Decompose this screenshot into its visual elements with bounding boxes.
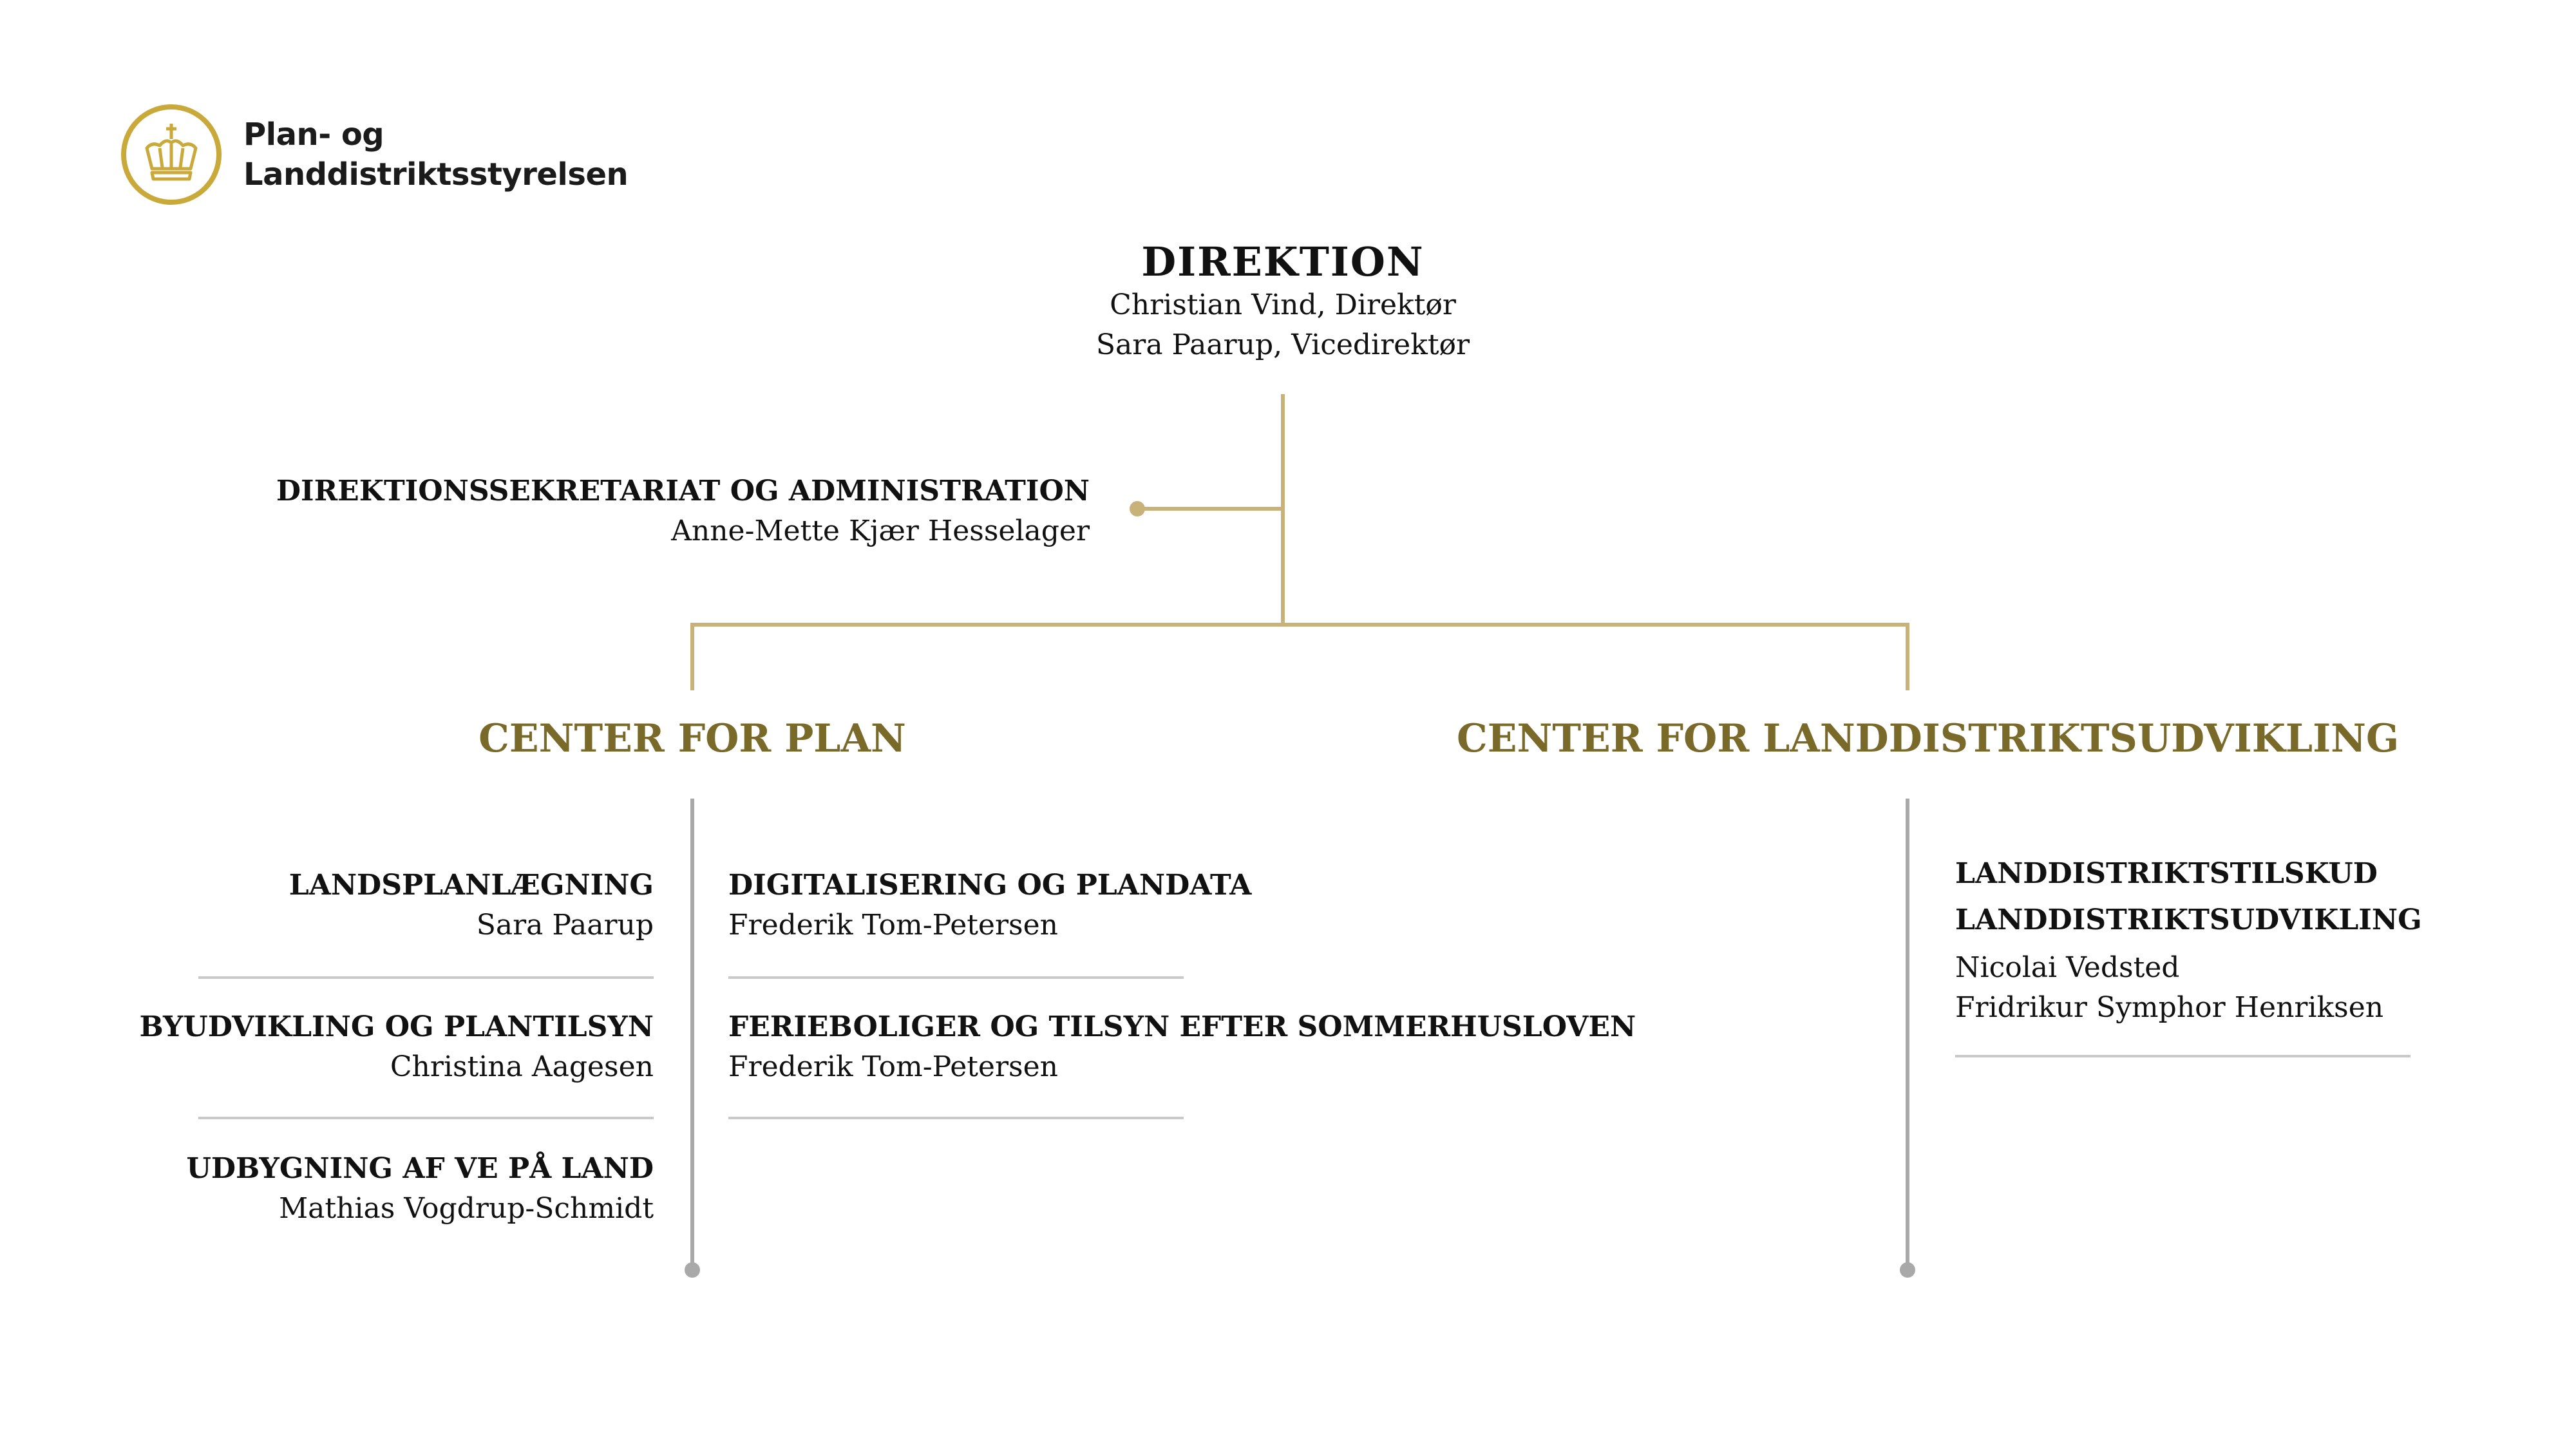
secretariat-title: DIREKTIONSSEKRETARIAT OG ADMINISTRATION xyxy=(276,475,1090,507)
unit-person: Christina Aagesen xyxy=(390,1050,654,1083)
secretariat-dot xyxy=(1130,501,1145,516)
direktion-person-1: Christian Vind, Direktør xyxy=(1110,289,1456,321)
logo-line-1: Plan- og xyxy=(243,117,384,153)
unit-person: Mathias Vogdrup-Schmidt xyxy=(279,1192,654,1225)
unit-ferieboliger xyxy=(728,1007,1636,1087)
unit-title-2: LANDDISTRIKTSUDVIKLING xyxy=(1955,904,2422,936)
center-plan-title: CENTER FOR PLAN xyxy=(478,716,906,761)
unit-digitalisering xyxy=(728,866,1630,945)
logo-line-2: Landdistriktsstyrelsen xyxy=(243,156,629,193)
divider xyxy=(728,1117,1184,1119)
unit-person: Sara Paarup xyxy=(476,909,654,942)
unit-title: UDBYGNING AF VE PÅ LAND xyxy=(186,1152,654,1185)
unit-title-1: LANDDISTRIKTSTILSKUD xyxy=(1955,857,2378,890)
direktion-person-2: Sara Paarup, Vicedirektør xyxy=(1095,328,1470,361)
center-land-title: CENTER FOR LANDDISTRIKTSUDVIKLING xyxy=(1457,716,2400,761)
unit-title: BYUDVIKLING OG PLANTILSYN xyxy=(139,1010,654,1043)
unit-udbygning-ve xyxy=(129,1149,654,1229)
land-stem-end-dot xyxy=(1900,1262,1915,1278)
direktion-title: DIREKTION xyxy=(1141,238,1425,285)
secretariat-person: Anne-Mette Kjær Hesselager xyxy=(671,515,1090,547)
unit-byudvikling xyxy=(129,1007,654,1087)
plan-stem-end-dot xyxy=(685,1262,700,1278)
unit-title: DIGITALISERING OG PLANDATA xyxy=(728,869,1252,902)
direktion-box xyxy=(1030,238,1535,365)
divider xyxy=(198,1117,654,1119)
unit-person-1: Nicolai Vedsted xyxy=(1955,951,2180,984)
unit-person: Frederik Tom-Petersen xyxy=(728,909,1058,942)
unit-person: Frederik Tom-Petersen xyxy=(728,1050,1058,1083)
divider xyxy=(728,976,1184,979)
unit-title: FERIEBOLIGER OG TILSYN EFTER SOMMERHUSLOVEN xyxy=(728,1010,1636,1043)
unit-landsplanlaegning xyxy=(129,866,654,945)
secretariat-box xyxy=(258,471,1090,551)
unit-person-2: Fridrikur Symphor Henriksen xyxy=(1955,991,2384,1024)
unit-landdistrikt xyxy=(1955,854,2535,1028)
unit-title: LANDSPLANLÆGNING xyxy=(289,869,654,902)
divider xyxy=(1955,1055,2410,1057)
divider xyxy=(198,976,654,979)
